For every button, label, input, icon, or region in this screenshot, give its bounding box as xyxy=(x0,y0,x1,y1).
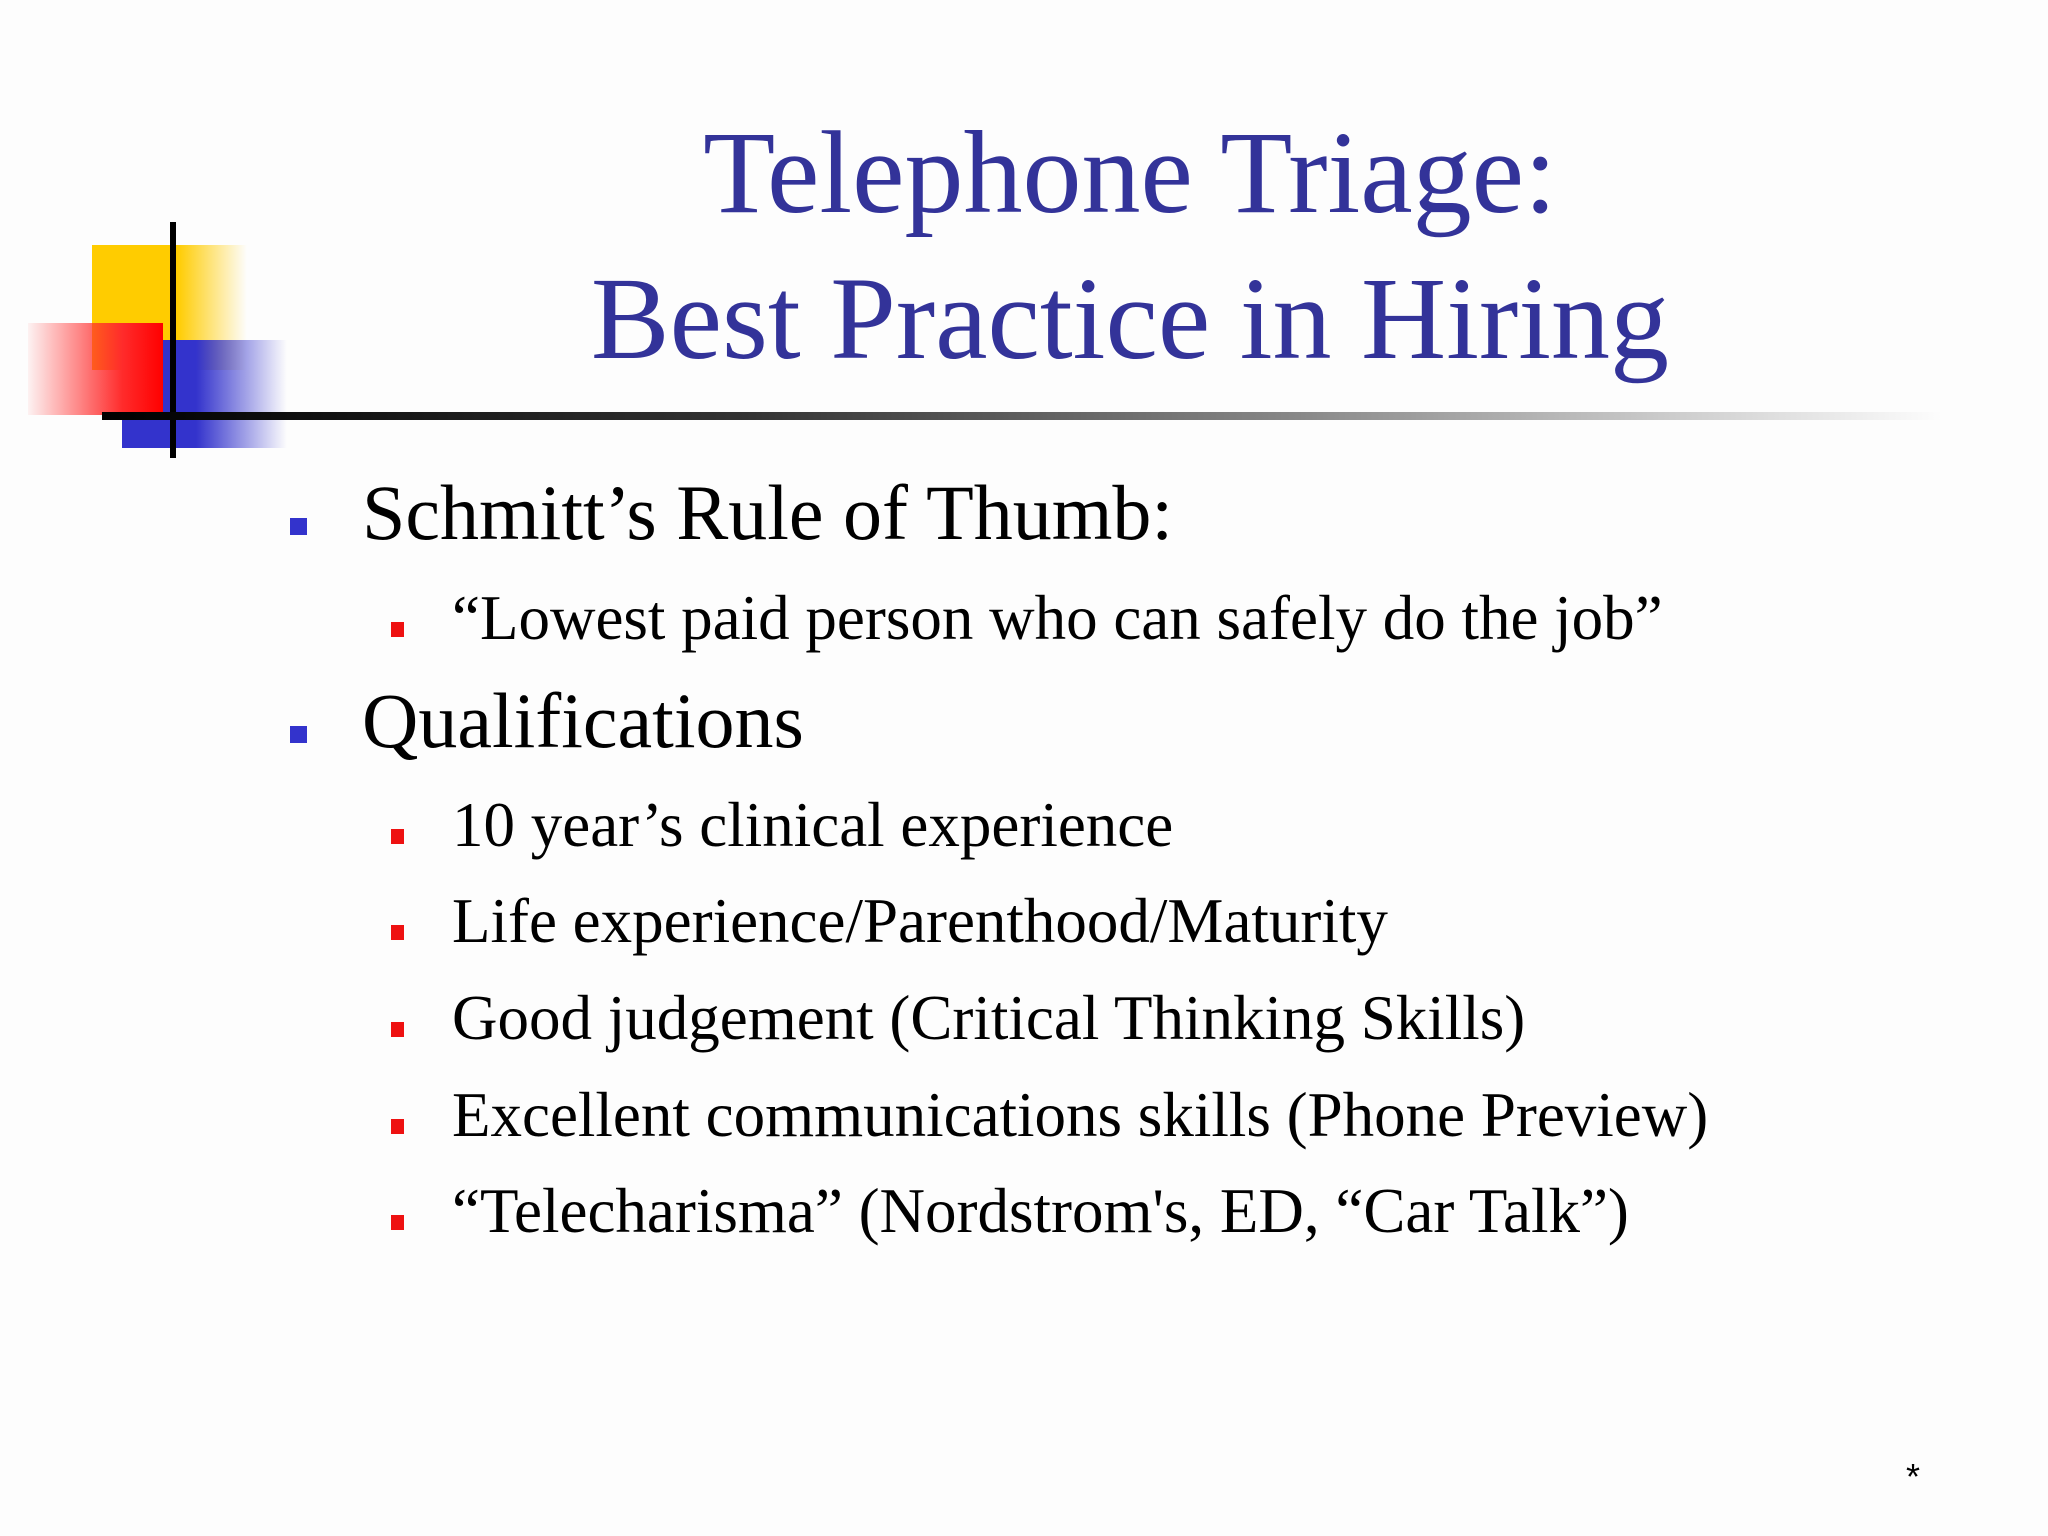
red-square-bullet-icon xyxy=(391,1022,404,1037)
sub-bullet-text: 10 year’s clinical experience xyxy=(452,790,1174,860)
sub-bullet-text: Excellent communications skills (Phone Preview) xyxy=(452,1080,1709,1150)
red-square-bullet-icon xyxy=(391,829,404,844)
bullet-text: Schmitt’s Rule of Thumb: xyxy=(362,469,1174,556)
slide-title-line-2: Best Practice in Hiring xyxy=(590,253,1670,384)
sub-bullet-text: “Lowest paid person who can safely do the job” xyxy=(452,583,1663,653)
sub-bullet-text: “Telecharisma” (Nordstrom's, ED, “Car Talk”) xyxy=(452,1176,1629,1246)
footer-asterisk: * xyxy=(1906,1456,1921,1497)
bullet-text: Qualifications xyxy=(362,677,804,764)
red-square-bullet-icon xyxy=(391,622,404,637)
red-square-bullet-icon xyxy=(391,1119,404,1134)
blue-square-bullet-icon xyxy=(290,518,307,535)
sub-bullet-text: Life experience/Parenthood/Maturity xyxy=(452,886,1388,956)
red-square-bullet-icon xyxy=(391,1215,404,1230)
slide-title xyxy=(390,100,1870,392)
blue-square-bullet-icon xyxy=(290,726,307,743)
decorative-red-square xyxy=(28,323,163,415)
decorative-vertical-line xyxy=(170,222,176,458)
slide-title-line-1: Telephone Triage: xyxy=(703,107,1557,238)
sub-bullet-text: Good judgement (Critical Thinking Skills) xyxy=(452,983,1526,1053)
red-square-bullet-icon xyxy=(391,925,404,940)
title-underline-divider xyxy=(102,412,1942,420)
